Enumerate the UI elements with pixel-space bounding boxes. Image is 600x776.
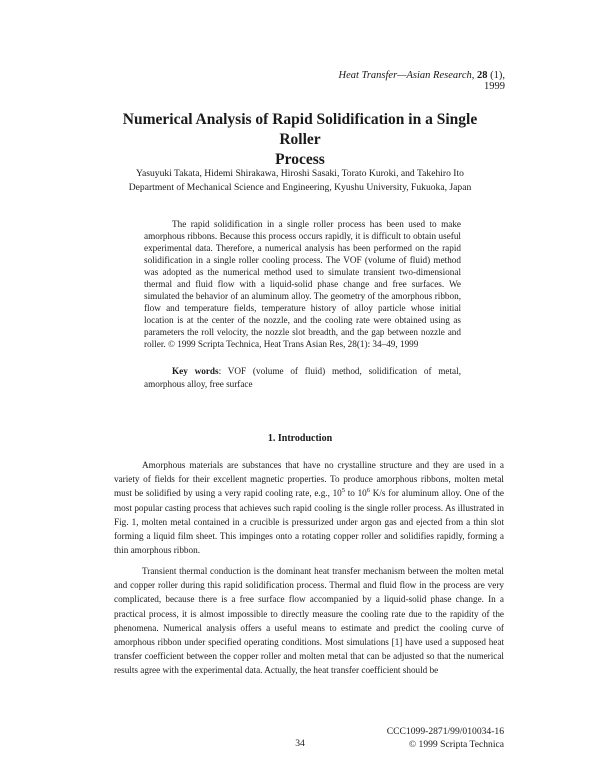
- section-heading: 1. Introduction: [267, 433, 333, 444]
- copyright-notice: © 1999 Scripta Technica: [408, 739, 504, 750]
- exponent: 5: [341, 487, 346, 495]
- intro-p1-text: to 10: [345, 488, 367, 499]
- ccc-code: CCC1099-2871/99/010034-16: [386, 726, 504, 737]
- intro-p1-text: K/s for aluminum alloy. One of the most popular casting process that achieves such rapid cooling is the single roller process. As illustrated in Fig. 1, molten metal contained in a crucible is pressurized under argon gas and ejected from a thin slot forming a liquid film sheet. This impinges onto a rotating copper roller and solidifies rapidly, forming a thin amorphous ribbon.: [114, 488, 504, 556]
- author-block: [60, 167, 540, 195]
- author-list: Yasuyuki Takata, Hidemi Shirakawa, Hiroshi Sasaki, Torato Kuroki, and Takehiro Ito: [136, 168, 464, 179]
- intro-paragraph-1: [114, 458, 504, 557]
- page-number: 34: [295, 738, 305, 749]
- keywords-text: : VOF (volume of fluid) method, solidification of metal, amorphous alloy, free surface: [144, 366, 461, 389]
- intro-p1-text: Amorphous materials are substances that have no crystalline structure and they are used in a variety of fields for their excellent magnetic properties. To produce amorphous ribbons, molten metal must be solidified by using a very rapid cooling rate, e.g., 10: [114, 460, 504, 499]
- journal-volume: 28: [477, 70, 488, 81]
- affiliation: Department of Mechanical Science and Engineering, Kyushu University, Fukuoka, Japan: [128, 182, 472, 193]
- intro-paragraph-2: Transient thermal conduction is the dominant heat transfer mechanism between the molten metal and copper roller during this rapid solidification process. Thermal and fluid flow in the process are very complicated, because there is a free surface flow accompanied by a liquid-solid phase change. In a practical process, it is almost impossible to directly measure the cooling rate due to the rapidity of the phenomena. Numerical analysis offers a useful means to estimate and predict the cooling curve of amorphous ribbon under specified operating conditions. Most simulations [1] have used a supposed heat transfer coefficient between the copper roller and molten metal that can be adjusted so that the numerical results agree with the experimental data. Actually, the heat transfer coefficient should be: [114, 566, 504, 676]
- keywords: [144, 365, 461, 390]
- journal-name: Heat Transfer—Asian Research: [338, 70, 472, 81]
- title-line-2: Process: [275, 151, 325, 168]
- abstract: The rapid solidification in a single roller process has been used to make amorphous ribbons. Because this process occurs rapidly, it is difficult to obtain useful experimental data. Therefore, a numerical analysis has been performed on the rapid solidification in a single roller cooling process. The VOF (volume of fluid) method was adopted as the numerical method used to simulate transient two-dimensional thermal and fluid flow with a liquid-solid phase change and free surfaces. We simulated the behavior of an aluminum alloy. The geometry of the amorphous ribbon, flow and temperature fields, temperature history of alloy particle whose initial location is at the center of the nozzle, and the cooling rate were obtained using as parameters the roll velocity, the nozzle slot breadth, and the gap between nozzle and roller. © 1999 Scripta Technica, Heat Trans Asian Res, 28(1): 34–49, 1999: [144, 219, 461, 349]
- running-head: Heat Transfer—Asian Research, 28 (1), 1999: [338, 70, 505, 92]
- copyright-block: [380, 725, 504, 751]
- keywords-label: Key words: [172, 366, 219, 376]
- exponent: 6: [366, 487, 371, 495]
- journal-issue-year: (1), 1999: [484, 70, 505, 92]
- paper-title: [110, 110, 490, 170]
- title-line-1: Numerical Analysis of Rapid Solidification in a Single Roller: [122, 111, 478, 148]
